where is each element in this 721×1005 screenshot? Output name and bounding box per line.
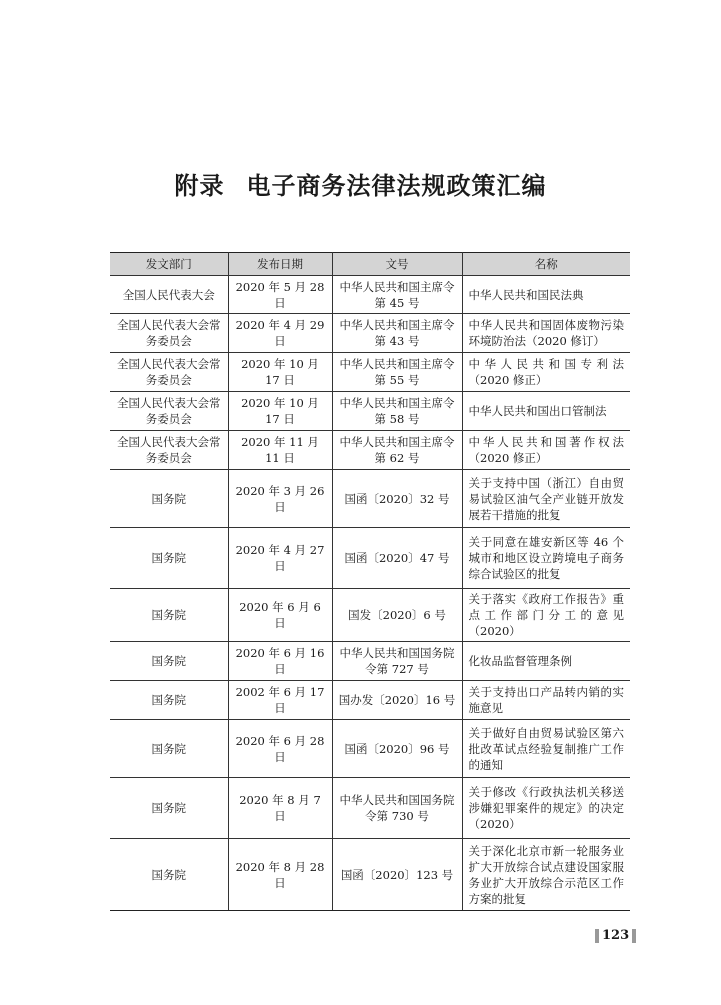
table-row (110, 642, 630, 681)
table-row (110, 470, 630, 528)
cell-dept: 国务院 (110, 470, 228, 528)
cell-doc: 国函〔2020〕32 号 (332, 470, 462, 528)
cell-name: 关于落实《政府工作报告》重点工作部门分工的意见（2020） (462, 589, 630, 642)
table-row (110, 589, 630, 642)
cell-date: 2020 年 3 月 26 日 (228, 470, 332, 528)
page-number (592, 927, 639, 945)
cell-name: 关于同意在雄安新区等 46 个城市和地区设立跨境电子商务综合试验区的批复 (462, 528, 630, 589)
cell-dept: 国务院 (110, 778, 228, 839)
cell-name: 中华人民共和国固体废物污染环境防治法（2020 修订） (462, 314, 630, 353)
cell-date: 2020 年 6 月 28 日 (228, 720, 332, 778)
cell-doc: 国函〔2020〕47 号 (332, 528, 462, 589)
cell-dept: 国务院 (110, 528, 228, 589)
cell-doc: 中华人民共和国主席令第 55 号 (332, 353, 462, 392)
cell-dept: 全国人民代表大会常务委员会 (110, 392, 228, 431)
cell-date: 2020 年 6 月 6 日 (228, 589, 332, 642)
cell-doc: 中华人民共和国主席令第 43 号 (332, 314, 462, 353)
table-row (110, 276, 630, 314)
table-row (110, 392, 630, 431)
table-row (110, 681, 630, 720)
cell-name: 中华人民共和国著作权法（2020 修正） (462, 431, 630, 470)
cell-date: 2020 年 10 月 17 日 (228, 392, 332, 431)
page-number-bar-right (632, 929, 636, 943)
header-name: 名称 (462, 253, 630, 276)
cell-date: 2020 年 4 月 29 日 (228, 314, 332, 353)
cell-date: 2020 年 6 月 16 日 (228, 642, 332, 681)
title-prefix: 附录 (174, 171, 225, 200)
cell-doc: 国办发〔2020〕16 号 (332, 681, 462, 720)
title-main: 电子商务法律法规政策汇编 (246, 171, 547, 200)
cell-name: 中华人民共和国出口管制法 (462, 392, 630, 431)
cell-doc: 国发〔2020〕6 号 (332, 589, 462, 642)
table-row (110, 431, 630, 470)
table-header-row (110, 253, 630, 276)
cell-name: 化妆品监督管理条例 (462, 642, 630, 681)
table-row (110, 314, 630, 353)
table-row (110, 528, 630, 589)
table-row (110, 839, 630, 911)
cell-dept: 国务院 (110, 720, 228, 778)
header-date: 发布日期 (228, 253, 332, 276)
cell-doc: 国函〔2020〕96 号 (332, 720, 462, 778)
table-row (110, 778, 630, 839)
table-row (110, 720, 630, 778)
header-doc: 文号 (332, 253, 462, 276)
cell-name: 关于深化北京市新一轮服务业扩大开放综合试点建设国家服务业扩大开放综合示范区工作方案的批复 (462, 839, 630, 911)
cell-name: 关于修改《行政执法机关移送涉嫌犯罪案件的规定》的决定（2020） (462, 778, 630, 839)
cell-doc: 中华人民共和国主席令第 62 号 (332, 431, 462, 470)
cell-dept: 全国人民代表大会 (110, 276, 228, 314)
cell-name: 中华人民共和国专利法（2020 修正） (462, 353, 630, 392)
page-number-bar-left (595, 929, 599, 943)
cell-dept: 全国人民代表大会常务委员会 (110, 353, 228, 392)
cell-doc: 中华人民共和国主席令第 45 号 (332, 276, 462, 314)
cell-date: 2020 年 4 月 27 日 (228, 528, 332, 589)
cell-dept: 全国人民代表大会常务委员会 (110, 314, 228, 353)
cell-date: 2020 年 5 月 28 日 (228, 276, 332, 314)
page-title (0, 166, 721, 201)
cell-name: 关于支持出口产品转内销的实施意见 (462, 681, 630, 720)
cell-dept: 国务院 (110, 589, 228, 642)
cell-dept: 国务院 (110, 642, 228, 681)
table-row (110, 353, 630, 392)
cell-name: 关于支持中国（浙江）自由贸易试验区油气全产业链开放发展若干措施的批复 (462, 470, 630, 528)
laws-table (110, 252, 630, 911)
header-dept: 发文部门 (110, 253, 228, 276)
cell-name: 关于做好自由贸易试验区第六批改革试点经验复制推广工作的通知 (462, 720, 630, 778)
cell-doc: 中华人民共和国国务院令第 727 号 (332, 642, 462, 681)
cell-doc: 中华人民共和国国务院令第 730 号 (332, 778, 462, 839)
cell-date: 2002 年 6 月 17 日 (228, 681, 332, 720)
cell-date: 2020 年 8 月 7 日 (228, 778, 332, 839)
page-number-value: 123 (602, 928, 630, 943)
cell-date: 2020 年 11 月 11 日 (228, 431, 332, 470)
cell-doc: 中华人民共和国主席令第 58 号 (332, 392, 462, 431)
cell-date: 2020 年 10 月 17 日 (228, 353, 332, 392)
cell-dept: 国务院 (110, 681, 228, 720)
cell-doc: 国函〔2020〕123 号 (332, 839, 462, 911)
cell-name: 中华人民共和国民法典 (462, 276, 630, 314)
cell-date: 2020 年 8 月 28 日 (228, 839, 332, 911)
cell-dept: 国务院 (110, 839, 228, 911)
cell-dept: 全国人民代表大会常务委员会 (110, 431, 228, 470)
